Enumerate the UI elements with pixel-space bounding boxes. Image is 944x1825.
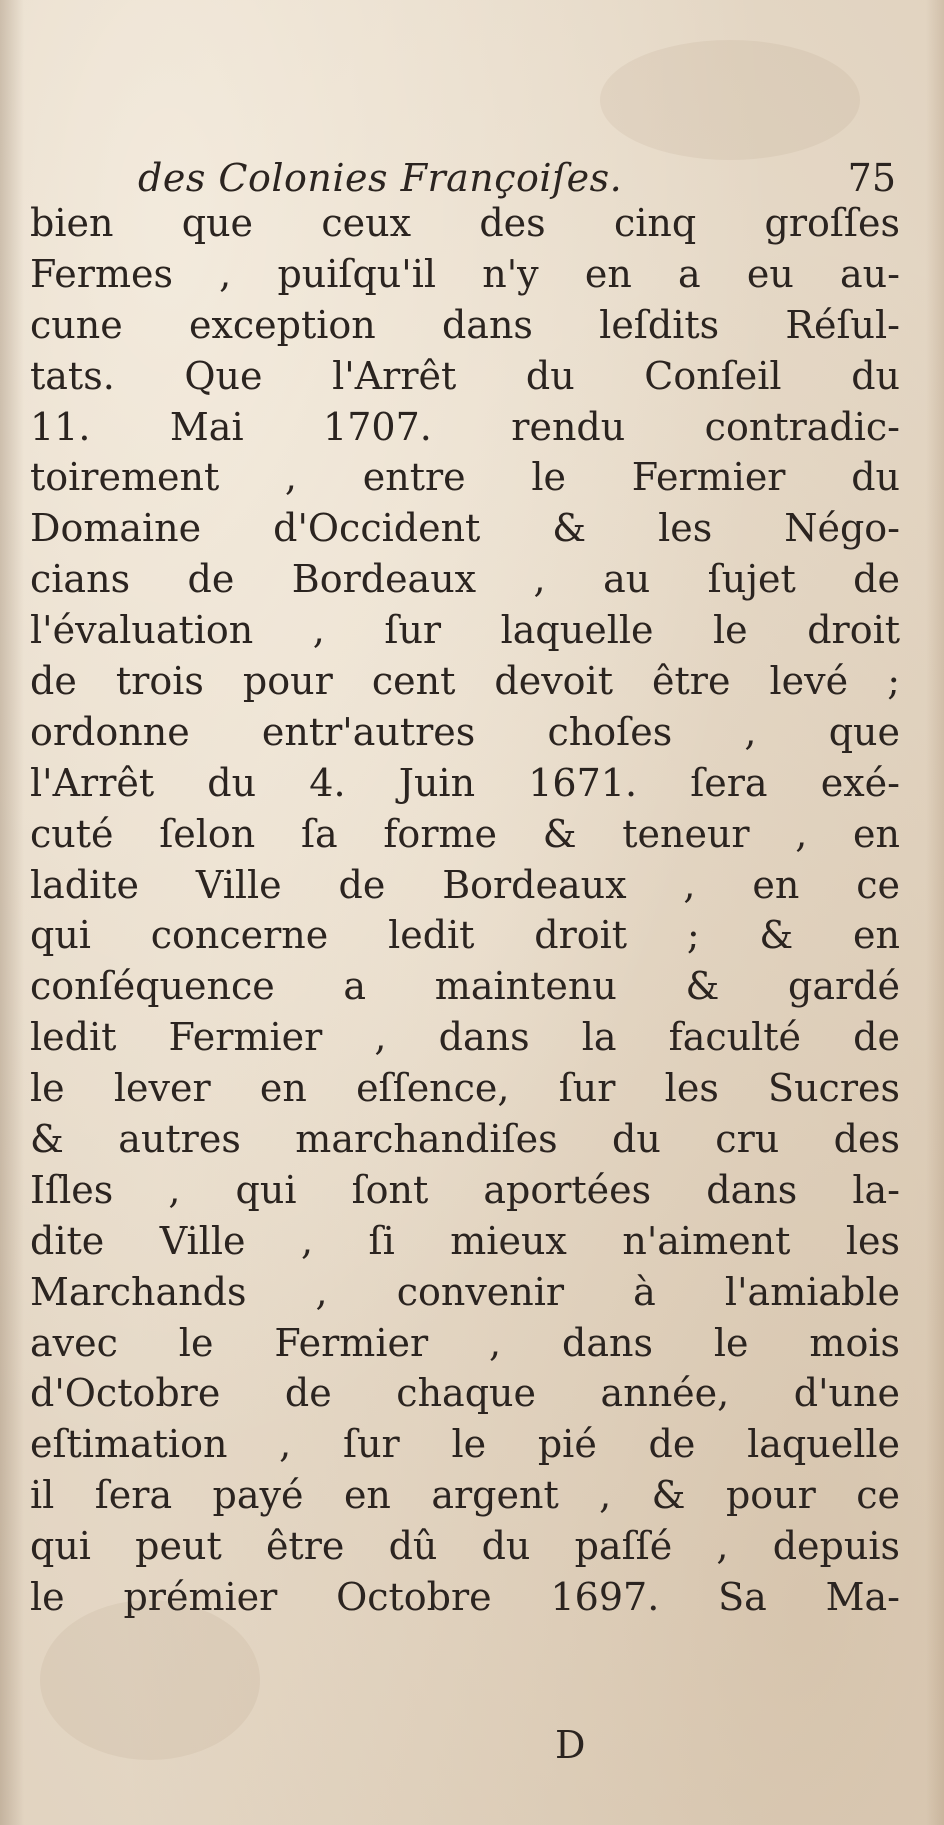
gutter-shadow <box>0 0 24 1825</box>
text-line: ladite Ville de Bordeaux , en ce <box>30 862 900 907</box>
text-line: dite Ville , ſi mieux n'aiment les <box>30 1218 900 1263</box>
text-line: ledit Fermier , dans la faculté de <box>30 1015 900 1060</box>
page-number: 75 <box>847 156 896 200</box>
text-line: eſtimation , ſur le pié de laquelle <box>30 1422 900 1467</box>
text-line: Iſles , qui ſont aportées dans la- <box>30 1167 900 1212</box>
text-line: le prémier Octobre 1697. Sa Ma- <box>30 1575 900 1620</box>
body-text <box>30 198 900 1623</box>
text-line: tats. Que l'Arrêt du Conſeil du <box>30 353 900 398</box>
page-edge-shadow <box>926 0 944 1825</box>
text-line: cune exception dans leſdits Réſul- <box>30 302 900 347</box>
text-line: qui concerne ledit droit ; & en <box>30 913 900 958</box>
text-line: l'Arrêt du 4. Juin 1671. ſera exé- <box>30 760 900 805</box>
text-line: qui peut être dû du paſſé , depuis <box>30 1524 900 1569</box>
text-line: il ſera payé en argent , & pour ce <box>30 1473 900 1518</box>
running-title: des Colonies Françoiſes. <box>138 156 623 200</box>
text-line: Domaine d'Occident & les Négo- <box>30 506 900 551</box>
paper-stain <box>600 40 860 160</box>
paper-stain <box>40 1600 260 1760</box>
text-line: bien que ceux des cinq groſſes <box>30 201 900 245</box>
text-line: avec le Fermier , dans le mois <box>30 1320 900 1365</box>
text-line: toirement , entre le Fermier du <box>30 455 900 500</box>
text-line: cians de Bordeaux , au ſujet de <box>30 557 900 602</box>
text-line: de trois pour cent devoit être levé ; <box>30 659 900 704</box>
text-line: 11. Mai 1707. rendu contradic- <box>30 404 900 449</box>
text-line: conſéquence a maintenu & gardé <box>30 964 900 1009</box>
text-line: Fermes , puiſqu'il n'y en a eu au- <box>30 251 900 296</box>
text-line: l'évaluation , ſur laquelle le droit <box>30 608 900 653</box>
text-line: d'Octobre de chaque année, d'une <box>30 1371 900 1416</box>
signature-mark: D <box>555 1723 586 1767</box>
text-line: le lever en eſſence, ſur les Sucres <box>30 1066 900 1111</box>
text-line: & autres marchandiſes du cru des <box>30 1117 900 1162</box>
text-line: Marchands , convenir à l'amiable <box>30 1269 900 1314</box>
text-line: ordonne entr'autres choſes , que <box>30 709 900 754</box>
text-line: cuté ſelon ſa forme & teneur , en <box>30 811 900 856</box>
